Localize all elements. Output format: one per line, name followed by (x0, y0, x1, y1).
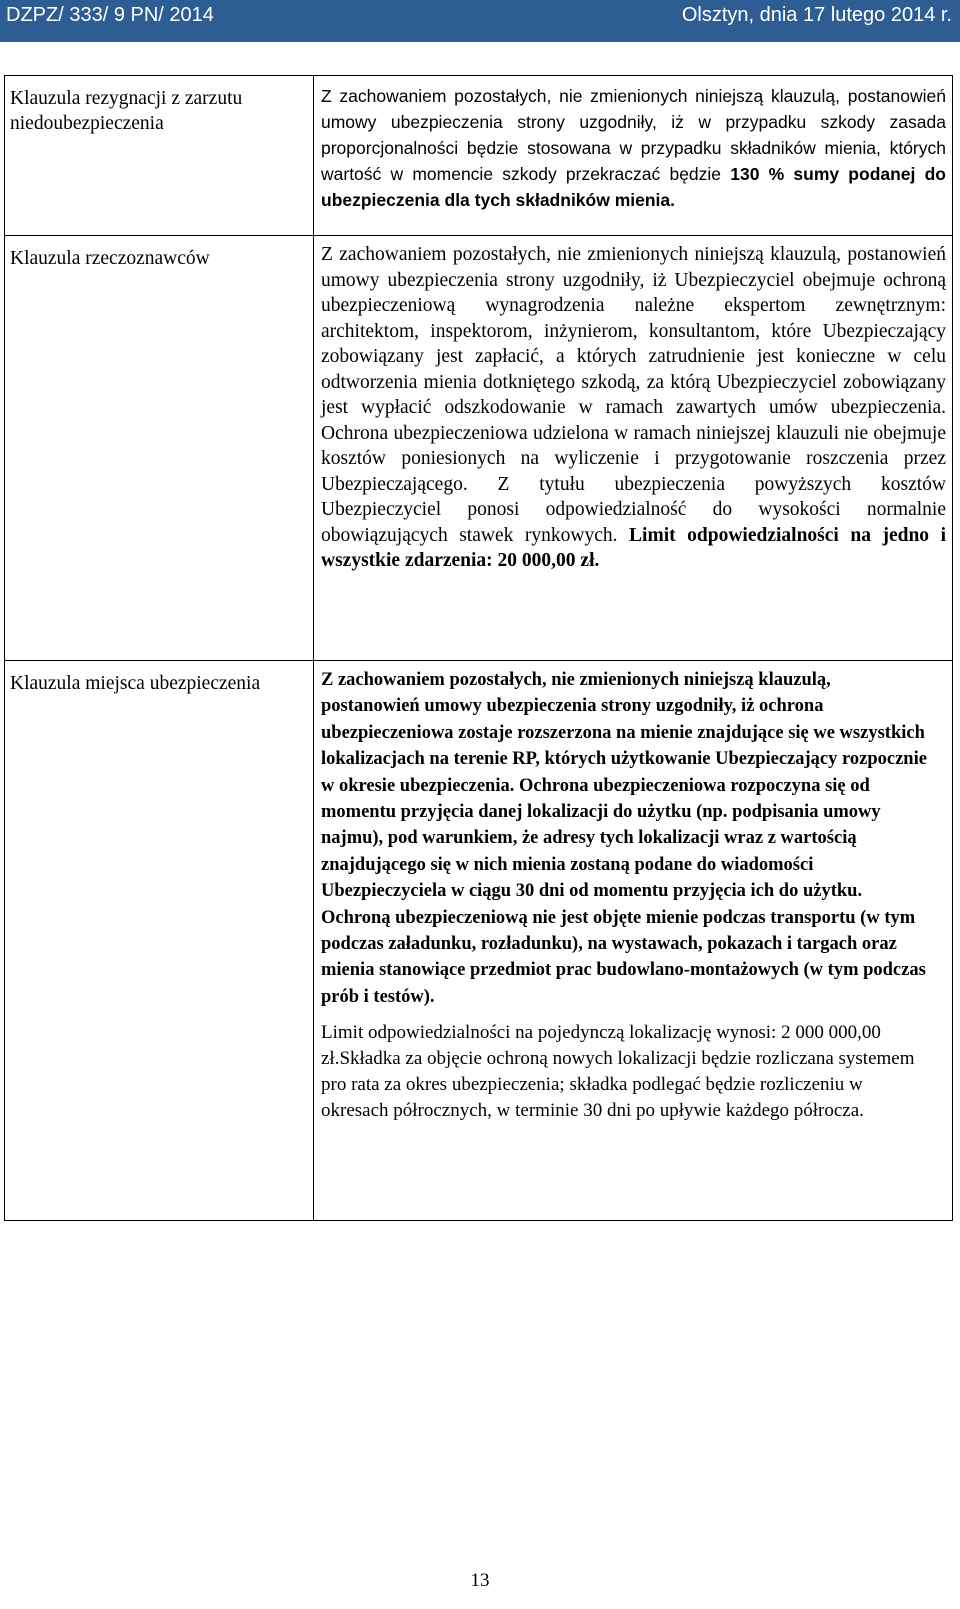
clause-row-underinsurance (5, 76, 953, 236)
clause-row-location (5, 661, 953, 1221)
document-place-date: Olsztyn, dnia 17 lutego 2014 r. (681, 4, 952, 26)
clause-row-experts (5, 236, 953, 661)
clause-content-location (314, 661, 953, 1221)
clause-text-bold: 130 % sumy podanej do ubezpieczenia dla tych składników mienia. (321, 164, 946, 210)
clause-label-underinsurance: Klauzula rezygnacji z zarzutu niedoubezpieczenia (5, 76, 314, 236)
clause-text-experts (314, 236, 952, 574)
clause-text-regular: Z zachowaniem pozostałych, nie zmienionych niniejszą klauzulą, postanowień umowy ubezpieczenia strony uzgodniły, iż Ubezpieczyciel obejmuje ochroną ubezpieczeniową wynagrodzenia należne ekspertom zewnętrznym: architektom, inspektorom, inżynierom, konsultantom, które Ubezpieczający zobowiązany jest zapłacić, a których zatrudnienie jest konieczne w celu odtworzenia mienia dotkniętego szkodą, za którą Ubezpieczyciel zobowiązany jest wypłacić odszkodowanie w ramach zawartych umów ubezpieczenia. Ochrona ubezpieczeniowa udzielona w ramach niniejszej klauzuli nie obejmuje kosztów poniesionych na wyliczenie i przygotowanie roszczenia przez Ubezpieczającego. Z tytułu ubezpieczenia powyższych kosztów Ubezpieczyciel ponosi odpowiedzialność do wysokości normalnie obowiązujących stawek rynkowych. (321, 244, 946, 546)
clause-limit-text: Limit odpowiedzialności na jedno i wszystkie zdarzenia: 20 000,00 zł. (321, 524, 946, 571)
clause-text-location-bold: Z zachowaniem pozostałych, nie zmienionych niniejszą klauzulą, postanowień umowy ubezpieczenia strony uzgodniły, iż ochrona ubezpieczeniowa zostaje rozszerzona na mienie znajdujące się we wszystkich lokalizacjach na terenie RP, których użytkowanie Ubezpieczający rozpocznie w okresie ubezpieczenia. Ochrona ubezpieczeniowa rozpoczyna się od momentu przyjęcia danej lokalizacji do użytku (np. podpisania umowy najmu), pod warunkiem, że adresy tych lokalizacji wraz z wartością znajdującego się w nich mienia zostaną podane do wiadomości Ubezpieczyciela w ciągu 30 dni od momentu przyjęcia ich do użytku. Ochroną ubezpieczeniową nie jest objęte mienie podczas transportu (w tym podczas załadunku, rozładunku), na wystawach, pokazach i targach oraz mienia stanowiące przedmiot prac budowlano-montażowych (w tym podczas prób i testów). (321, 670, 927, 1007)
clause-text-location-limit: Limit odpowiedzialności na pojedynczą lokalizację wynosi: 2 000 000,00 zł.Składka za objęcie ochroną nowych lokalizacji będzie rozliczana systemem pro rata za okres ubezpieczenia; składka podlegać będzie rozliczeniu w okresach półrocznych, w terminie 30 dni po upływie każdego półrocza. (321, 1022, 915, 1122)
clause-label-location: Klauzula miejsca ubezpieczenia (5, 661, 314, 1221)
clause-label-experts: Klauzula rzeczoznawców (5, 236, 314, 661)
clauses-table (4, 75, 953, 1221)
clause-text-underinsurance (314, 76, 952, 213)
document-header (0, 0, 960, 42)
page-number: 13 (470, 1570, 490, 1591)
document-reference: DZPZ/ 333/ 9 PN/ 2014 (6, 4, 214, 26)
clause-content-experts (314, 236, 953, 661)
clause-content-underinsurance (314, 76, 953, 236)
clause-text-regular: Z zachowaniem pozostałych, nie zmienionych niniejszą klauzulą, postanowień umowy ubezpieczenia strony uzgodniły, iż w przypadku szkody zasada proporcjonalności będzie stosowana w przypadku składników mienia, których wartość w momencie szkody przekraczać będzie (321, 86, 946, 184)
